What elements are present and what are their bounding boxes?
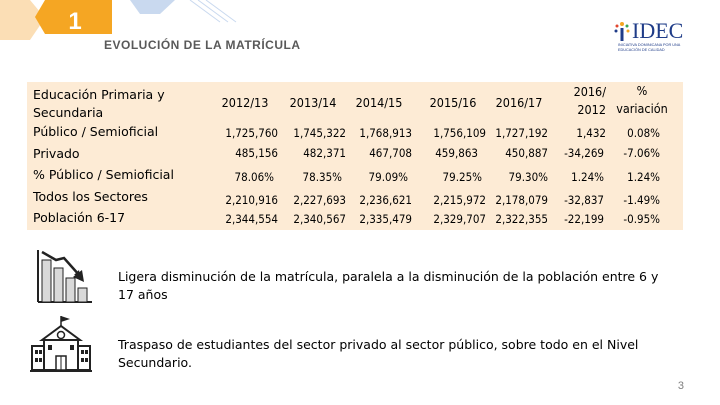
table-cell: 2,322,355 [495,212,548,226]
row-labels [33,86,213,229]
table-cell: -7.06% [623,146,660,160]
table-cell: 2,210,916 [225,193,278,207]
header-year: 2014/15 [355,95,403,110]
header-diff-line1: 2016/ [573,84,606,99]
row-label-heading: Educación Primaria y Secundaria [33,87,165,120]
header-pct-line1: % [636,83,648,98]
row-label-public: Público / Semioficial [33,124,159,139]
header-year: 2015/16 [429,95,477,110]
table-cell: 78.35% [302,170,342,184]
header-year: 2012/13 [221,95,269,110]
table-cell: 79.30% [508,170,548,184]
table-cell: 1.24% [627,170,660,184]
table-cell: 450,887 [505,146,548,160]
table-cell: 1,725,760 [225,126,278,140]
table-cell: 2,178,079 [495,193,548,207]
header-pct-line2: variación [616,101,668,116]
table-cell: 1,745,322 [293,126,346,140]
table-cell: 0.08% [627,126,660,140]
table-cell: 79.09% [368,170,408,184]
logo-text: IDEC [632,18,684,43]
table-cell: 467,708 [369,146,412,160]
table-cell: 2,215,972 [433,193,486,207]
idec-logo [612,20,688,60]
header-diff-line2: 2012 [577,102,606,117]
table-cell: 482,371 [303,146,346,160]
table-cell: 78.06% [234,170,274,184]
idec-logo-mark [612,20,632,42]
page-number: 3 [677,380,684,392]
table-cell: 2,340,567 [293,212,346,226]
header-year: 2016/17 [495,95,543,110]
table-cell: -22,199 [564,212,604,226]
table-cell: -0.95% [623,212,660,226]
row-label-private: Privado [33,145,80,161]
table-cell: 79.25% [442,170,482,184]
table-cell: 1.24% [571,170,604,184]
table-cell: 2,236,621 [359,193,412,207]
table-cell: 2,329,707 [433,212,486,226]
table-cell: 1,756,109 [433,126,486,140]
header-year: 2013/14 [289,95,337,110]
table-cell: 1,432 [576,126,606,140]
row-label-public-pct: % Público / Semioficial [33,167,174,183]
bullet-text-sector-transfer: Traspaso de estudiantes del sector privado al sector público, sobre todo en el Nivel Secundario. [118,337,639,370]
bullet-text-enrollment-decline: Ligera disminución de la matrícula, paralela a la disminución de la población entre 6 y 17 años [118,269,659,302]
declining-bar-chart-icon [34,246,94,306]
table-cell: -1.49% [623,193,660,207]
school-building-icon [30,314,92,374]
table-cell: 485,156 [235,146,278,160]
table-cell: 2,335,479 [359,212,412,226]
table-cell: 459,863 [435,146,478,160]
table-cell: -34,269 [564,146,604,160]
row-label-all-sectors: Todos los Sectores [33,188,148,204]
table-cell: 1,768,913 [359,126,412,140]
slide-number-badge: 1 [68,8,82,35]
row-label-population: Población 6-17 [33,210,126,226]
logo-subtitle: INICIATIVA DOMINICANA POR UNA EDUCACIÓN DE CALIDAD [618,43,681,52]
table-cell: 2,227,693 [293,193,346,207]
table-cell: 2,344,554 [225,212,278,226]
table-cell: 1,727,192 [495,126,548,140]
table-cell: -32,837 [564,193,604,207]
slide-title: EVOLUCIÓN DE LA MATRÍCULA [104,38,301,52]
